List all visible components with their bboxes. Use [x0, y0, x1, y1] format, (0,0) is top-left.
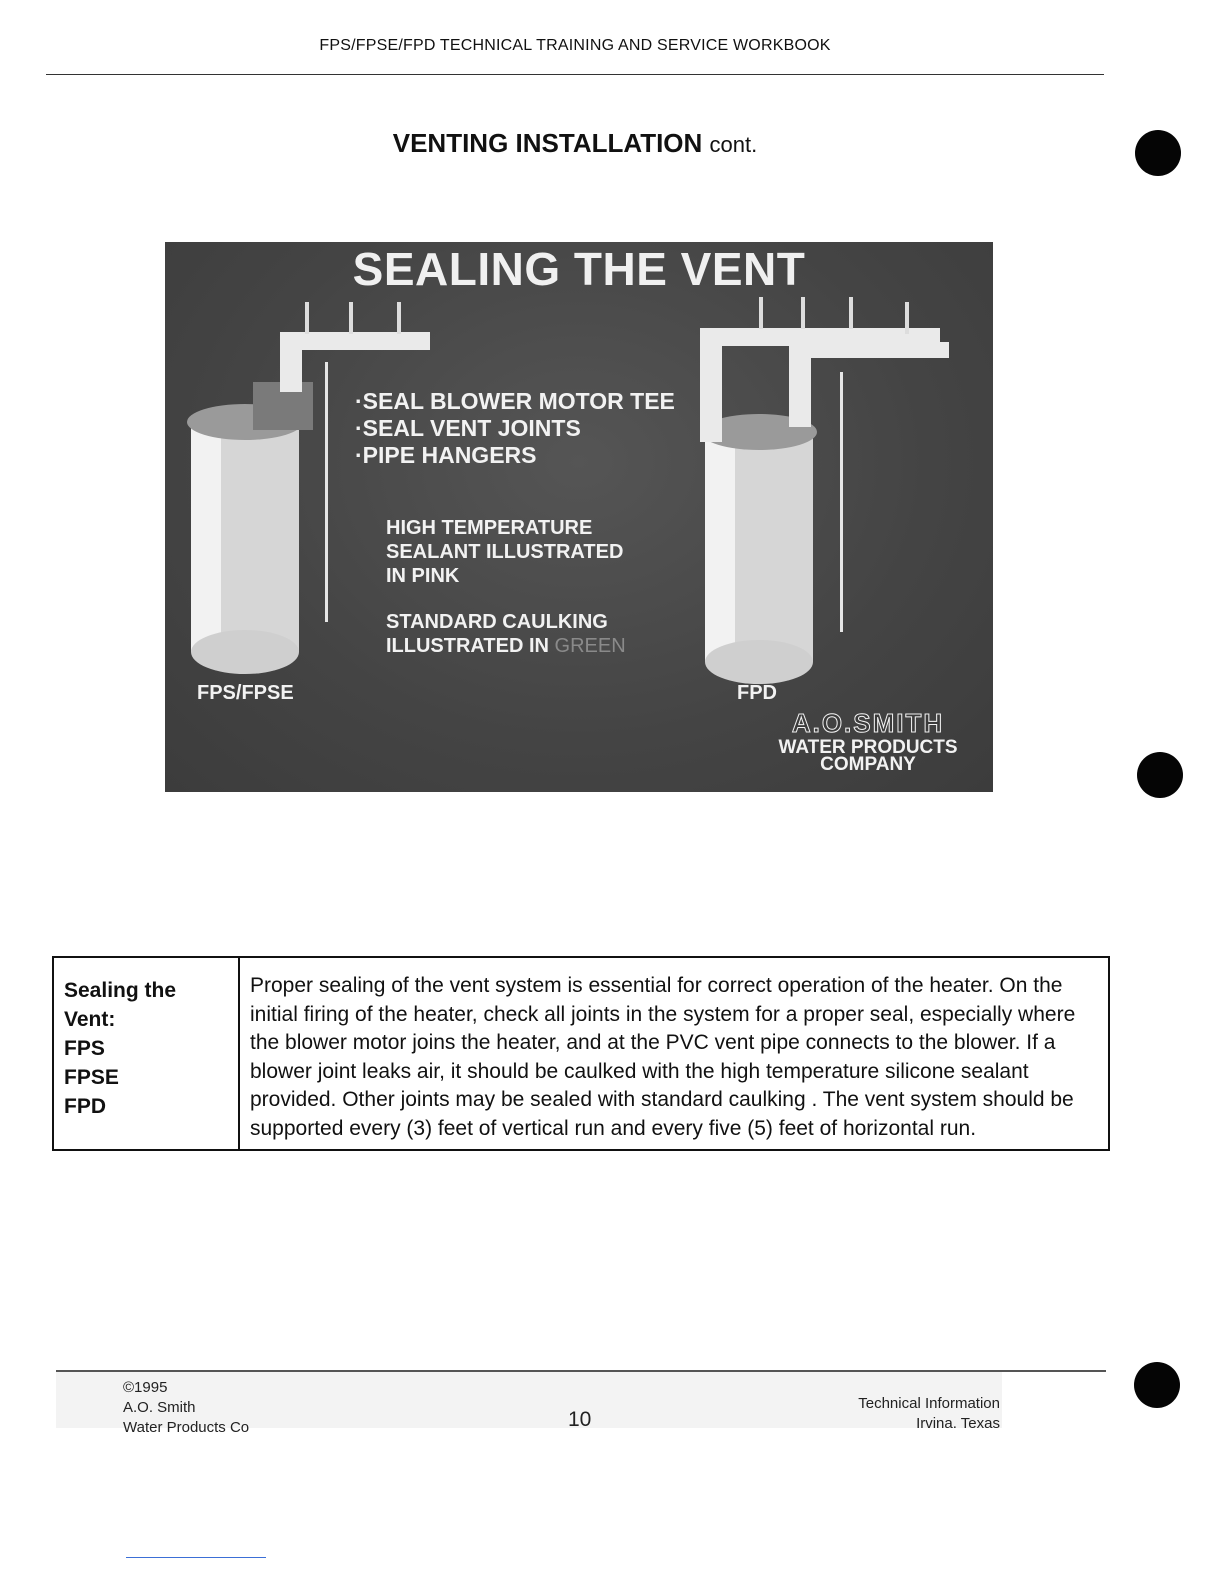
- binder-hole-icon: [1134, 1362, 1180, 1408]
- figure-title: SEALING THE VENT: [352, 243, 806, 295]
- table-row: [53, 957, 1109, 1150]
- label-fps-fpse: FPS/FPSE: [197, 682, 294, 704]
- figure-bullet-item: ·SEAL VENT JOINTS: [355, 415, 581, 441]
- figure-bullet-item: ·PIPE HANGERS: [355, 442, 537, 468]
- footer-right: Technical Information Irvina. Texas: [858, 1395, 1000, 1432]
- figure-bullet-list: [355, 388, 675, 469]
- section-title-suffix: cont.: [709, 132, 758, 157]
- page-number: 10: [568, 1408, 592, 1431]
- section-title-main: VENTING INSTALLATION: [392, 128, 703, 158]
- figure-bullet-item: ·SEAL BLOWER MOTOR TEE: [355, 388, 675, 414]
- footer-copyright: ©1995 A.O. Smith Water Products Co: [123, 1379, 250, 1436]
- header-divider: [46, 74, 1104, 75]
- ao-smith-logo: A.O.SMITH WATER PRODUCTS COMPANY: [778, 708, 958, 775]
- running-header: FPS/FPSE/FPD TECHNICAL TRAINING AND SERVICE WORKBOOK: [319, 37, 831, 54]
- sealing-vent-illustration: [165, 242, 993, 792]
- info-table: [52, 956, 1110, 1151]
- bottom-mark: [126, 1557, 266, 1558]
- binder-hole-icon: [1135, 130, 1181, 176]
- sealant-note: HIGH TEMPERATURE SEALANT ILLUSTRATED IN PINK: [386, 517, 624, 587]
- topic-labels: Sealing the Vent: FPS FPSE FPD: [53, 957, 239, 1150]
- caulking-note: STANDARD CAULKING ILLUSTRATED IN GREEN: [386, 611, 626, 657]
- right-heater-graphic: [700, 297, 949, 684]
- label-fpd: FPD: [737, 682, 777, 704]
- topic-description: Proper sealing of the vent system is essential for correct operation of the heater. On the initial firing of the heater, check all joints in the system for a proper seal, especially where the blower motor joins the heater, and at the PVC vent pipe connects to the blower. If a blower joint leaks air, it should be caulked with the high temperature silicone sealant provided. Other joints may be sealed with standard caulking . The vent system should be supported every (3) feet of vertical run and every five (5) feet of horizontal run.: [239, 957, 1109, 1150]
- binder-hole-icon: [1137, 752, 1183, 798]
- section-title: [0, 128, 1150, 159]
